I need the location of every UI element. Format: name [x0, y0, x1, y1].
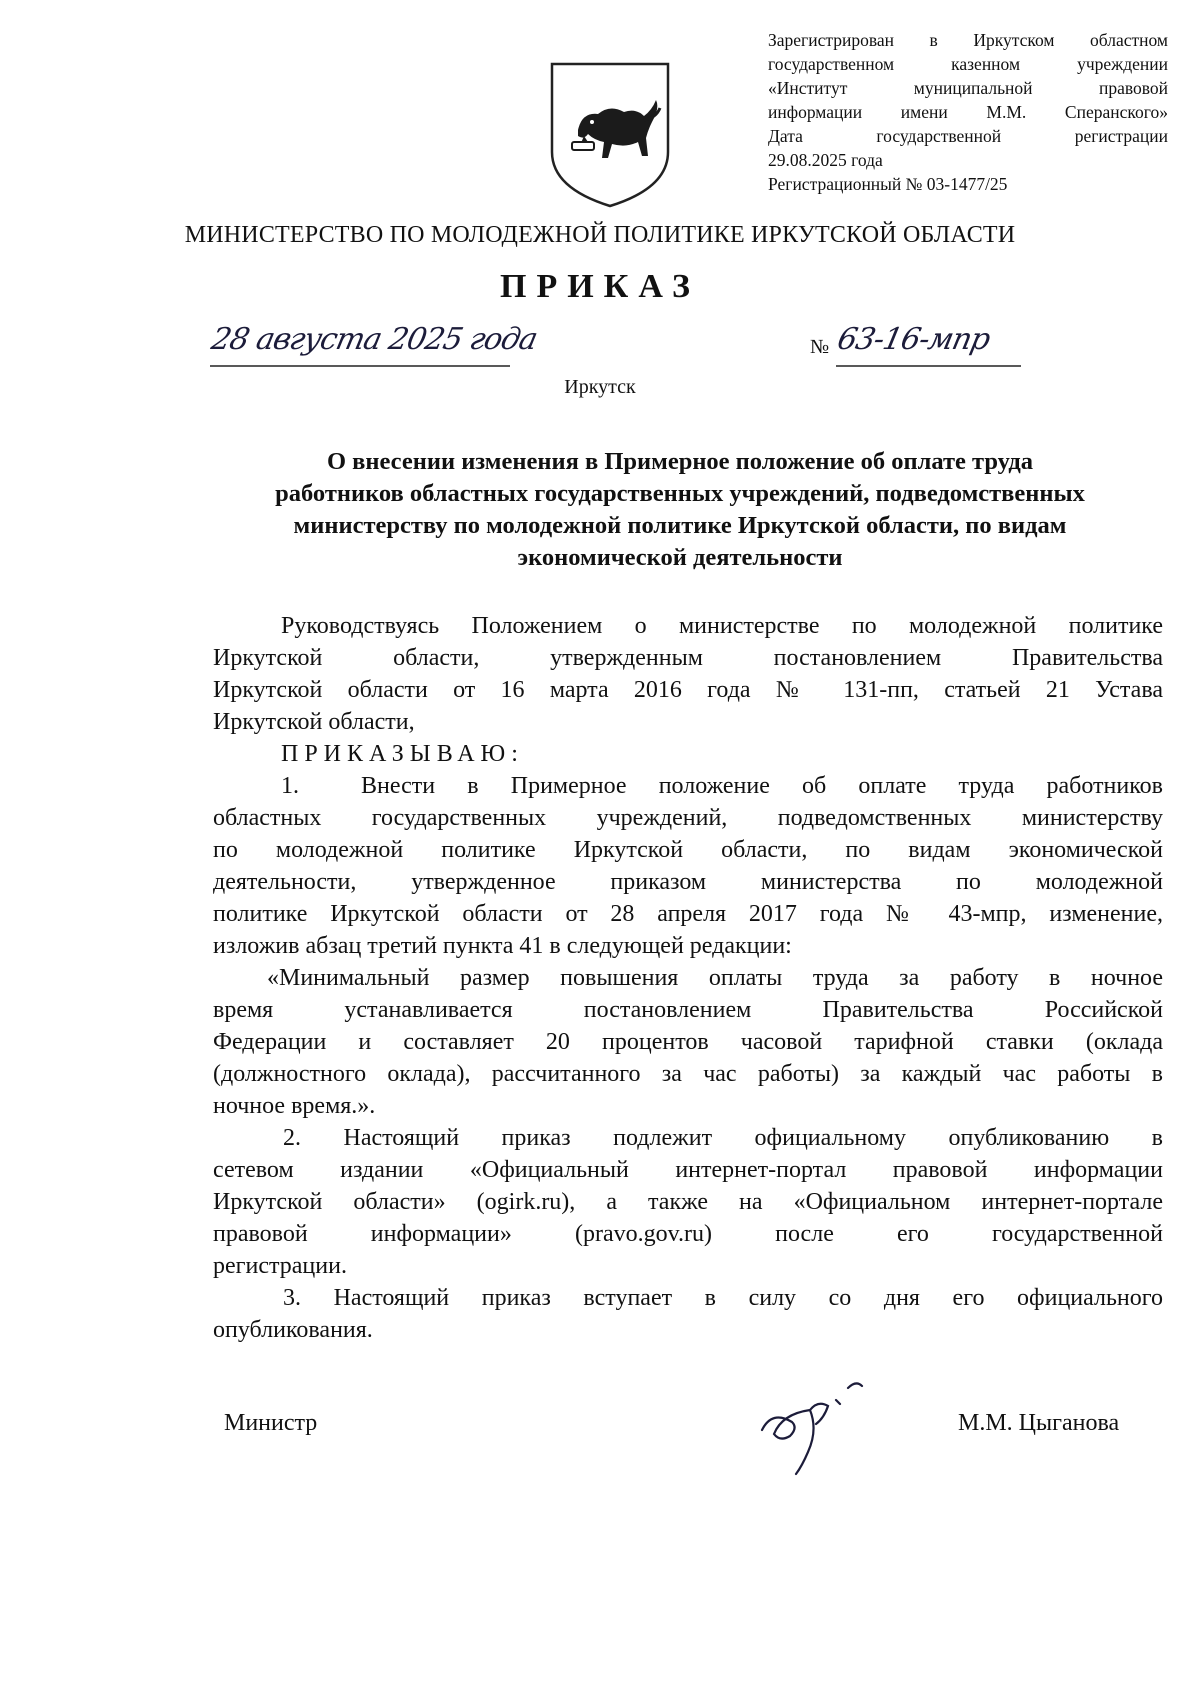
city: Иркутск [564, 376, 636, 398]
title-line: О внесении изменения в Примерное положение об оплате труда [326, 448, 1034, 475]
preamble-line: Руководствуясь Положением о министерстве по молодежной политике [281, 613, 1163, 639]
preamble-line: Иркутской области от 16 марта 2016 года № 131-пп, статьей 21 Устава [213, 677, 1163, 703]
irkutsk-coat-of-arms-icon [548, 60, 672, 210]
order-word [213, 738, 1163, 770]
registration-line: информации имени М.М. Сперанского» [768, 102, 1168, 122]
ministry-name: МИНИСТЕРСТВО ПО МОЛОДЕЖНОЙ ПОЛИТИКЕ ИРКУТСКОЙ ОБЛАСТИ [184, 222, 1016, 248]
signatory-name: М.М. Цыганова [958, 1410, 1120, 1436]
item3-line: 3. Настоящий приказ вступает в силу со дня его официального [283, 1285, 1163, 1311]
order-number: 63-16-мпр [834, 322, 993, 357]
item1-number: 1. [281, 773, 299, 799]
quote-line: «Минимальный размер повышения оплаты труда за работу в ночное [267, 965, 1163, 991]
item2-line: сетевом издании «Официальный интернет-портал правовой информации [213, 1157, 1163, 1183]
preamble-line: Иркутской области, [213, 709, 415, 735]
preamble-line: Иркутской области, утвержденным постановлением Правительства [213, 645, 1163, 671]
registration-number: Регистрационный № 03-1477/25 [768, 174, 1008, 194]
item1-line: изложив абзац третий пункта 41 в следующей редакции: [213, 933, 792, 959]
registration-line: Зарегистрирован в Иркутском областном [768, 30, 1168, 50]
registration-line: «Институт муниципальной правовой [768, 78, 1168, 98]
order-word-text: ПРИКАЗЫВАЮ: [281, 741, 524, 767]
quote-line: ночное время.». [213, 1093, 376, 1119]
document-body [213, 610, 1163, 1346]
item3-line: опубликования. [213, 1317, 373, 1343]
item1-line: деятельности, утвержденное приказом министерства по молодежной [213, 869, 1163, 895]
item1-line [213, 770, 1163, 802]
title-line: работников областных государственных учреждений, подведомственных [275, 480, 1085, 507]
signatory-position: Министр [224, 1410, 318, 1436]
title-line: министерству по молодежной политике Иркутской области, по видам [293, 512, 1067, 539]
item2-line: 2. Настоящий приказ подлежит официальному опубликованию в [283, 1125, 1163, 1151]
document-title [200, 446, 1160, 574]
document-type: ПРИКАЗ [500, 268, 700, 305]
quote-line: (должностного оклада), рассчитанного за час работы) за каждый час работы в [213, 1061, 1163, 1087]
quote-line: Федерации и составляет 20 процентов часовой тарифной ставки (оклада [213, 1029, 1163, 1055]
title-line: экономической деятельности [517, 544, 843, 571]
order-date: 28 августа 2025 года [208, 322, 541, 357]
item2-line: правовой информации» (pravo.gov.ru) после его государственной [213, 1221, 1163, 1247]
item2-line: регистрации. [213, 1253, 347, 1279]
registration-stamp [768, 28, 1168, 196]
registration-date: 29.08.2025 года [768, 150, 883, 170]
item1-line: по молодежной политике Иркутской области, по видам экономической [213, 837, 1163, 863]
quote-line: время устанавливается постановлением Правительства Российской [213, 997, 1163, 1023]
handwritten-signature-icon [752, 1370, 902, 1480]
item1-first-text: Внести в Примерное положение об оплате труда работников [361, 773, 1163, 799]
item2-line: Иркутской области» (ogirk.ru), а также на «Официальном интернет-портале [213, 1189, 1163, 1215]
number-sign: № [810, 336, 830, 358]
registration-line: Дата государственной регистрации [768, 126, 1168, 146]
registration-line: государственном казенном учреждении [768, 54, 1168, 74]
item1-line: областных государственных учреждений, подведомственных министерству [213, 805, 1163, 831]
item1-line: политике Иркутской области от 28 апреля 2017 года № 43-мпр, изменение, [213, 901, 1163, 927]
